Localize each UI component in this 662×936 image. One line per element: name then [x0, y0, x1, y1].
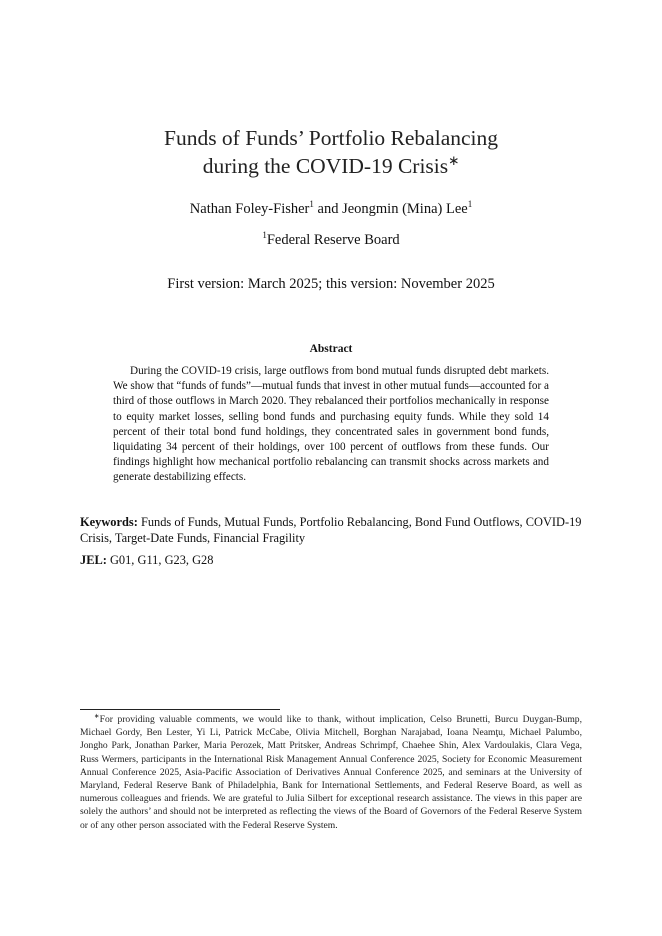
footnote-text: For providing valuable comments, we would like to thank, without implication, Celso Brunetti, Burcu Duygan-Bump, Michael Gordy, Ben Lester, Yi Li, Patrick McCabe, Olivia Mitchell, Borghan Narajabad, Ioana Neamţu, Michael Palumbo, Jongho Park, Jonathan Parker, Maria Perozek, Matt Pritsker, Andreas Schrimpf, Chaehee Shin, Alex Vardoulakis, Clara Vega, Russ Wermers, participants in the International Risk Management Annual Conference 2025, Society for Economic Measurement Annual Conference 2025, Asia-Pacific Association of Derivatives Annual Conference 2025, and seminars at the University of Maryland, Federal Reserve Bank of Philadelphia, Bank for International Settlements, and Federal Reserve Board, as well as numerous colleagues and friends. We are grateful to Julia Silbert for exceptional research assistance. The views in this paper are solely the authors’ and should not be interpreted as reflecting the views of the Board of Governors of the Federal Reserve System or of any other person associated with the Federal Reserve System.	[80, 714, 582, 831]
keywords-label: Keywords:	[80, 515, 138, 529]
jel-codes	[80, 552, 582, 568]
footnote-rule	[80, 709, 280, 710]
abstract-text: During the COVID-19 crisis, large outflows from bond mutual funds disrupted debt markets. We show that “funds of funds”—mutual funds that invest in other mutual funds—accounted for a third of those outflows in March 2020. They rebalanced their portfolios mechanically in response to equity market losses, selling bond funds and purchasing equity funds. While they sold 14 percent of their total bond fund holdings, they concentrated sales in government bond funds, liquidating 34 percent of their holdings, over 100 percent of outflows from these funds. Our findings highlight how mechanical portfolio rebalancing can transmit shocks across markets and generate destabilizing effects.	[113, 365, 549, 484]
author-1: Nathan Foley-Fisher	[189, 201, 310, 217]
jel-label: JEL:	[80, 553, 107, 567]
footnote-mark: ∗	[94, 712, 100, 720]
affiliation	[0, 231, 662, 249]
author-2: Jeongmin (Mina) Lee	[342, 201, 468, 217]
keywords-text: Funds of Funds, Mutual Funds, Portfolio Rebalancing, Bond Fund Outflows, COVID-19 Crisis, Target-Date Funds, Financial Fragility	[80, 515, 582, 545]
affiliation-name: Federal Reserve Board	[266, 232, 400, 248]
jel-text: G01, G11, G23, G28	[109, 553, 214, 567]
author-2-affil-mark: 1	[467, 199, 473, 210]
keywords	[80, 514, 582, 546]
author-connector: and	[313, 201, 343, 217]
paper-title	[0, 124, 662, 180]
title-line-2-text: during the COVID-19 Crisis	[202, 154, 449, 178]
abstract-heading: Abstract	[309, 343, 353, 355]
title-footnote-mark: ∗	[448, 152, 460, 168]
title-line-2	[0, 152, 662, 180]
affiliation-mark: 1	[262, 230, 267, 241]
author-1-affil-mark: 1	[309, 199, 314, 210]
version-line: First version: March 2025; this version: November 2025	[167, 276, 495, 292]
footnote	[80, 713, 582, 832]
title-line-1: Funds of Funds’ Portfolio Rebalancing	[163, 126, 499, 150]
author-list	[0, 200, 662, 218]
